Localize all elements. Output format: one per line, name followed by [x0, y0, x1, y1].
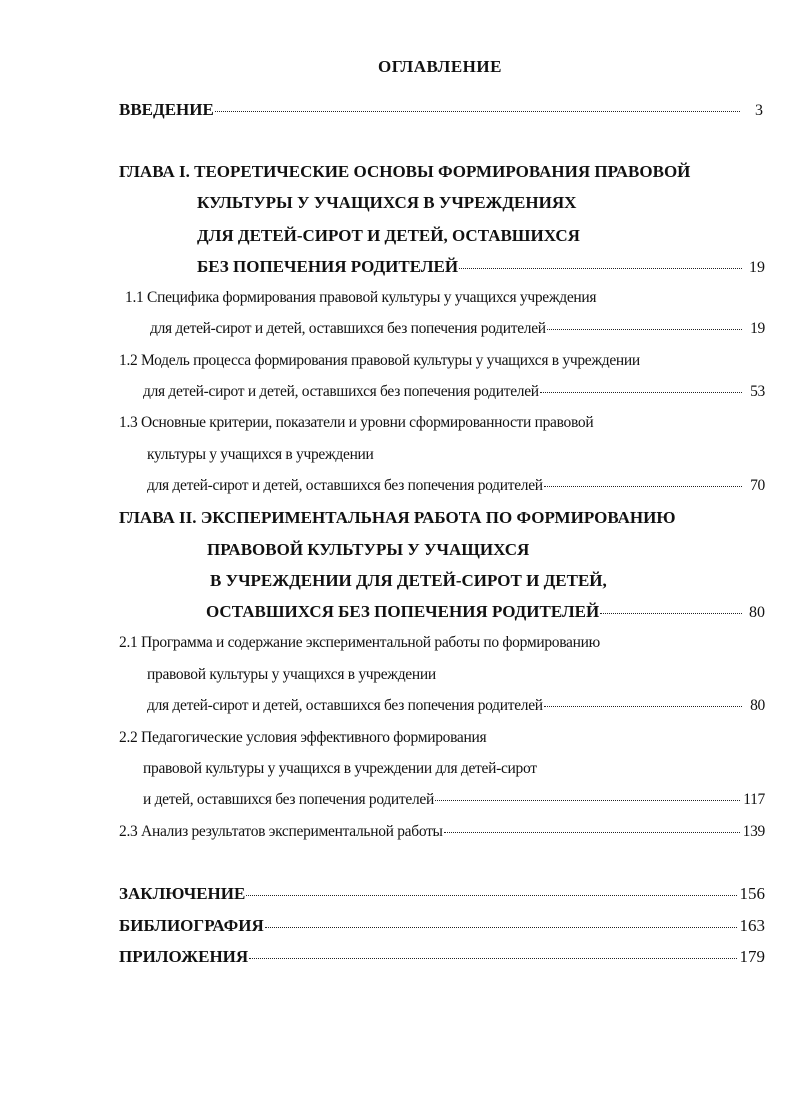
dot-leader: [540, 392, 742, 393]
chapter2-heading-line-2[interactable]: ПРАВОВОЙ КУЛЬТУРЫ У УЧАЩИХСЯ: [207, 540, 530, 559]
toc-entry-conclusion[interactable]: [119, 884, 765, 904]
toc-entry-intro[interactable]: [119, 100, 763, 120]
section-2-1-line-1[interactable]: 2.1 Программа и содержание экспериментальной работы по формированию: [119, 634, 600, 651]
toc-section-2-1-page: 80: [750, 697, 765, 714]
toc-entry-bibliography[interactable]: [119, 916, 765, 936]
chapter1-heading-line-4: БЕЗ ПОПЕЧЕНИЯ РОДИТЕЛЕЙ: [197, 257, 459, 276]
dot-leader: [459, 268, 742, 269]
toc-chapter2-page: 80: [749, 604, 765, 621]
toc-section-1-3-page: 70: [750, 477, 765, 494]
dot-leader: [265, 927, 737, 928]
section-1-2-line-1[interactable]: 1.2 Модель процесса формирования правовой культуры у учащихся в учреждении: [119, 352, 640, 369]
section-1-3-line-3: для детей-сирот и детей, оставшихся без попечения родителей: [147, 477, 543, 494]
section-2-2-line-3: и детей, оставшихся без попечения родителей: [143, 791, 434, 808]
section-1-1-line-1[interactable]: 1.1 Специфика формирования правовой культуры у учащихся учреждения: [125, 289, 597, 306]
section-1-1-line-2: для детей-сирот и детей, оставшихся без попечения родителей: [150, 320, 546, 337]
toc-section-2-2-page: 117: [743, 791, 765, 808]
dot-leader: [444, 832, 740, 833]
toc-section-2-3-page: 139: [742, 823, 765, 840]
toc-section-1-1-page: 19: [750, 320, 765, 337]
chapter2-heading-line-1[interactable]: ГЛАВА II. ЭКСПЕРИМЕНТАЛЬНАЯ РАБОТА ПО ФОРМИРОВАНИЮ: [119, 508, 676, 527]
section-2-2-line-1[interactable]: 2.2 Педагогические условия эффективного формирования: [119, 729, 487, 746]
chapter1-heading-line-2[interactable]: КУЛЬТУРЫ У УЧАЩИХСЯ В УЧРЕЖДЕНИЯХ: [197, 193, 577, 212]
chapter2-heading-line-3[interactable]: В УЧРЕЖДЕНИИ ДЛЯ ДЕТЕЙ-СИРОТ И ДЕТЕЙ,: [210, 571, 607, 590]
toc-entry-section-2-2[interactable]: [143, 791, 765, 809]
section-2-1-line-3: для детей-сирот и детей, оставшихся без попечения родителей: [147, 697, 543, 714]
toc-entry-section-1-1[interactable]: [150, 320, 765, 338]
section-2-1-line-2[interactable]: правовой культуры у учащихся в учреждении: [147, 666, 436, 683]
dot-leader: [435, 800, 740, 801]
toc-section-1-2-page: 53: [750, 383, 765, 400]
toc-entry-appendices[interactable]: [119, 947, 765, 967]
toc-appendices-page: 179: [739, 947, 765, 966]
section-1-3-line-2[interactable]: культуры у учащихся в учреждении: [147, 446, 374, 463]
toc-bibliography-label: БИБЛИОГРАФИЯ: [119, 916, 264, 935]
dot-leader: [544, 486, 742, 487]
section-1-3-line-1[interactable]: 1.3 Основные критерии, показатели и уровни сформированности правовой: [119, 414, 594, 431]
chapter1-heading-line-3[interactable]: ДЛЯ ДЕТЕЙ-СИРОТ И ДЕТЕЙ, ОСТАВШИХСЯ: [197, 226, 580, 245]
dot-leader: [544, 706, 742, 707]
dot-leader: [600, 613, 742, 614]
toc-intro-label: ВВЕДЕНИЕ: [119, 100, 214, 119]
page-title: ОГЛАВЛЕНИЕ: [378, 57, 502, 76]
dot-leader: [547, 329, 742, 330]
toc-entry-section-2-3[interactable]: [119, 823, 765, 841]
toc-entry-section-1-3[interactable]: [147, 477, 765, 495]
dot-leader: [215, 111, 740, 112]
toc-intro-page: 3: [755, 102, 763, 119]
dot-leader: [246, 895, 736, 896]
toc-entry-chapter1[interactable]: [197, 257, 765, 277]
section-2-2-line-2[interactable]: правовой культуры у учащихся в учреждении для детей-сирот: [143, 760, 537, 777]
toc-entry-section-1-2[interactable]: [143, 383, 765, 401]
chapter2-heading-line-4: ОСТАВШИХСЯ БЕЗ ПОПЕЧЕНИЯ РОДИТЕЛЕЙ: [206, 602, 600, 621]
toc-appendices-label: ПРИЛОЖЕНИЯ: [119, 947, 249, 966]
toc-chapter1-page: 19: [749, 259, 765, 276]
section-1-2-line-2: для детей-сирот и детей, оставшихся без попечения родителей: [143, 383, 539, 400]
toc-bibliography-page: 163: [739, 916, 765, 935]
toc-conclusion-page: 156: [739, 884, 765, 903]
section-2-3-line-1: 2.3 Анализ результатов экспериментальной работы: [119, 823, 443, 840]
toc-entry-chapter2[interactable]: [206, 602, 765, 622]
toc-conclusion-label: ЗАКЛЮЧЕНИЕ: [119, 884, 246, 903]
dot-leader: [249, 958, 736, 959]
chapter1-heading-line-1[interactable]: ГЛАВА I. ТЕОРЕТИЧЕСКИЕ ОСНОВЫ ФОРМИРОВАНИЯ ПРАВОВОЙ: [119, 162, 691, 181]
toc-entry-section-2-1[interactable]: [147, 697, 765, 715]
